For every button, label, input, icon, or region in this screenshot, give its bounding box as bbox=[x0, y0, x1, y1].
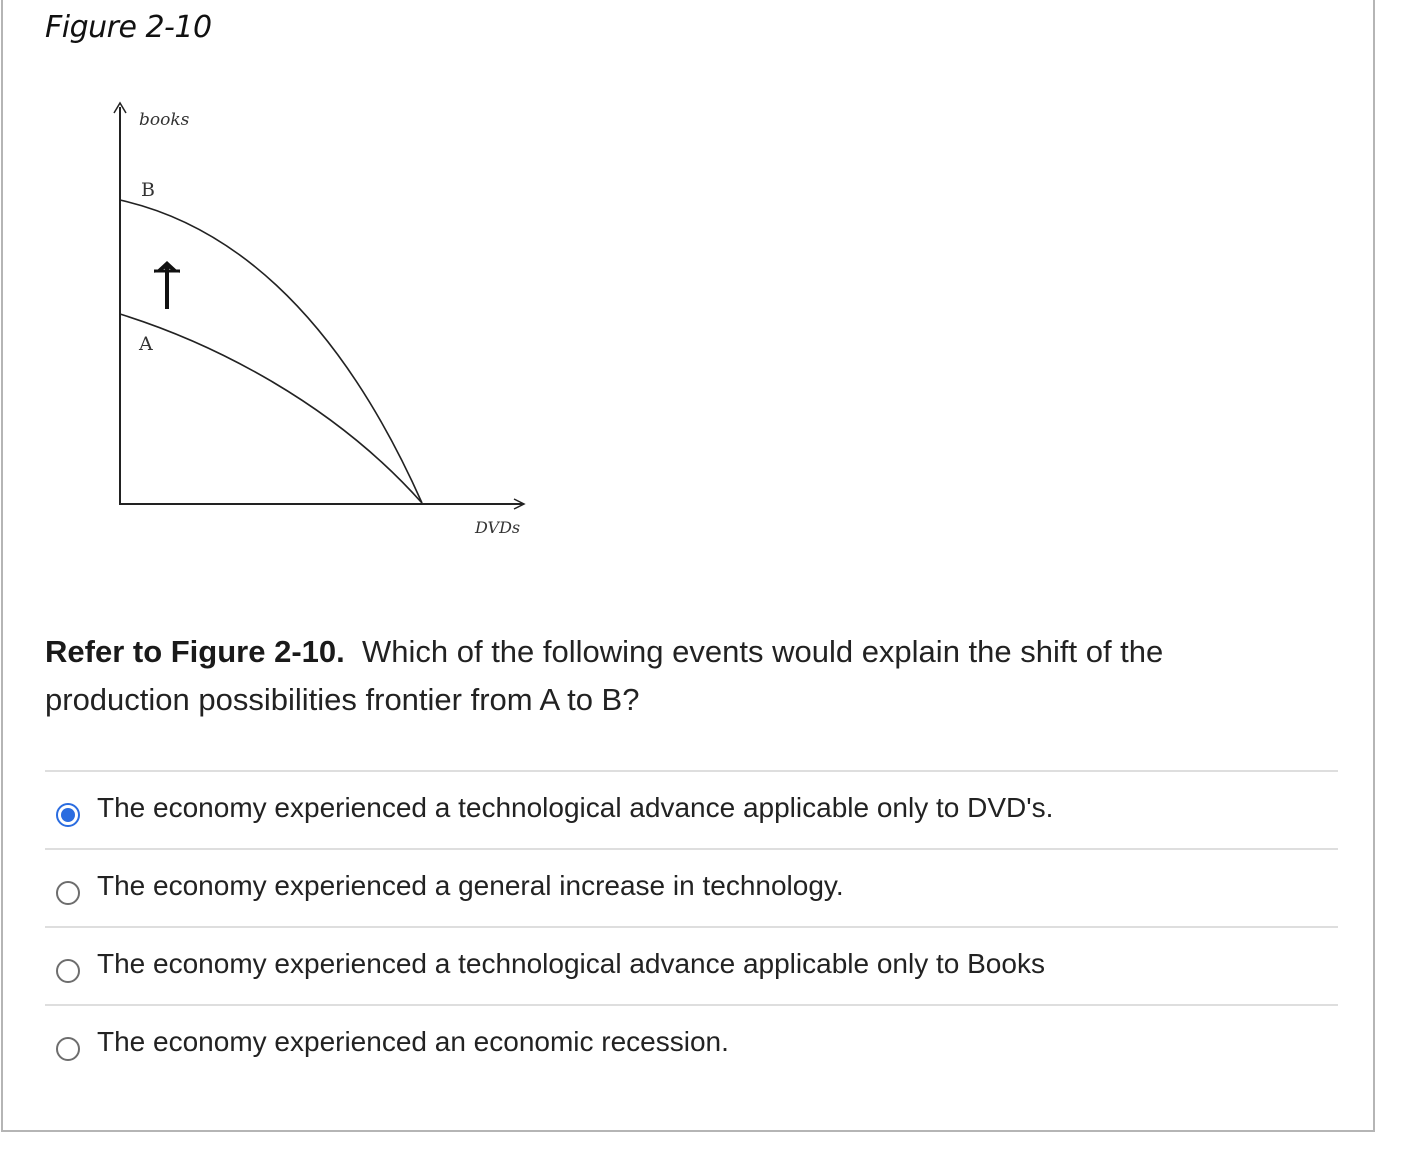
curve-b-label: B bbox=[141, 179, 155, 201]
figure-title: Figure 2-10 bbox=[45, 10, 212, 45]
ppf-curve-a bbox=[120, 314, 422, 503]
up-arrow-icon bbox=[154, 261, 180, 309]
answer-option[interactable] bbox=[45, 1004, 1338, 1082]
ppf-figure bbox=[103, 93, 543, 543]
radio-button[interactable] bbox=[56, 881, 80, 905]
question-figure-ref: Refer to Figure 2-10. bbox=[45, 634, 345, 669]
y-axis-label: books bbox=[139, 110, 190, 130]
radio-button[interactable] bbox=[56, 959, 80, 983]
ppf-diagram bbox=[103, 93, 543, 543]
radio-button-selected[interactable] bbox=[56, 803, 80, 827]
answer-option-label[interactable]: The economy experienced a technological advance applicable only to Books bbox=[97, 948, 1045, 979]
question-text bbox=[45, 628, 1285, 724]
answer-option[interactable] bbox=[45, 770, 1338, 848]
answer-option-label[interactable]: The economy experienced a general increase in technology. bbox=[97, 870, 844, 901]
question-panel bbox=[1, 0, 1375, 1132]
answer-option-label[interactable]: The economy experienced an economic recession. bbox=[97, 1026, 729, 1057]
answer-option[interactable] bbox=[45, 926, 1338, 1004]
answer-option-label[interactable]: The economy experienced a technological advance applicable only to DVD's. bbox=[97, 792, 1054, 823]
answer-options bbox=[45, 770, 1338, 1082]
question-body: Which of the following events would explain the shift of the production possibilities frontier from A to B? bbox=[45, 634, 1164, 717]
answer-option[interactable] bbox=[45, 848, 1338, 926]
x-axis-label: DVDs bbox=[475, 518, 521, 537]
radio-button[interactable] bbox=[56, 1037, 80, 1061]
curve-a-label: A bbox=[139, 333, 153, 355]
